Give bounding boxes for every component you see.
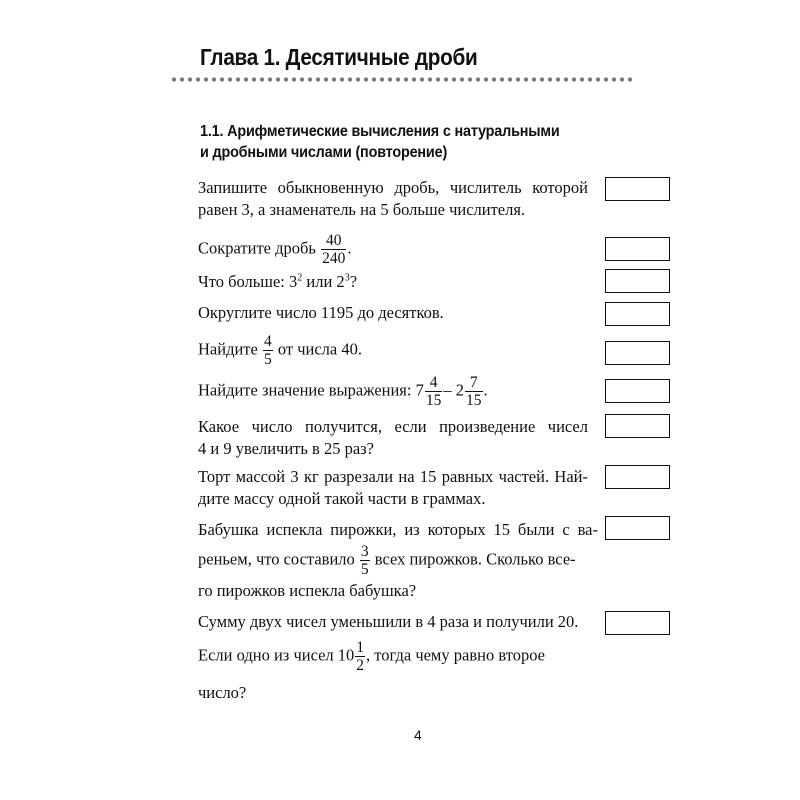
answer-box-2[interactable] — [605, 237, 670, 261]
problem-line: число? — [198, 683, 247, 702]
exponent: 3 — [344, 272, 350, 284]
problem-text — [198, 611, 578, 704]
page-number: 4 — [414, 727, 422, 743]
answer-box-5[interactable] — [605, 341, 670, 365]
fraction-numerator: 3 — [360, 543, 369, 560]
problem-text — [198, 466, 588, 510]
problem-line: Запишите обыкновенную дробь, числитель которой — [198, 178, 588, 197]
problem-line: дите массу одной такой части в граммах. — [198, 489, 486, 508]
problem-text-before: Что больше: 3 — [198, 272, 298, 291]
problem-text-after: ? — [349, 272, 358, 291]
problem-text-before: Если одно из чисел 10 — [198, 645, 355, 665]
fraction — [263, 333, 273, 368]
answer-box-4[interactable] — [605, 302, 670, 326]
fraction-numerator: 7 — [465, 374, 483, 392]
problem-text-after: всех пирожков. Сколько все- — [374, 549, 576, 569]
answer-box-8[interactable] — [605, 465, 670, 489]
problem-line: Сумму двух чисел уменьшили в 4 раза и получили 20. — [198, 612, 579, 631]
problem-text-after: от числа 40. — [277, 339, 362, 359]
fraction-denominator: 15 — [425, 392, 442, 409]
problem-text — [198, 232, 351, 267]
fraction-denominator: 5 — [263, 351, 272, 368]
fraction — [355, 639, 365, 674]
fraction-denominator: 15 — [466, 392, 482, 409]
problem-text — [198, 333, 362, 368]
problem-text — [198, 374, 488, 409]
answer-box-6[interactable] — [605, 379, 670, 403]
problem-text-before: Сократите дробь — [198, 238, 316, 258]
fraction-numerator: 40 — [321, 232, 346, 250]
problem-text: Округлите число 1195 до десятков. — [198, 303, 444, 322]
problem-line: равен 3, а знаменатель на 5 больше числителя. — [198, 200, 526, 219]
exponent: 2 — [297, 272, 303, 284]
problem-text — [198, 177, 588, 221]
section-title-line-2: и дробными числами (повторение) — [200, 144, 448, 161]
section-title-line-1: 1.1. Арифметические вычисления с натуральными — [200, 123, 560, 140]
dotted-divider — [170, 76, 632, 83]
problem-text-before: реньем, что составило — [198, 549, 355, 569]
fraction-denominator: 5 — [360, 561, 369, 578]
fraction — [465, 374, 483, 409]
chapter-title: Глава 1. Десятичные дроби — [200, 44, 478, 70]
problem-text — [198, 416, 588, 460]
problem-line — [198, 639, 578, 674]
problem-text-before: Найдите — [198, 339, 258, 359]
problem-text-mid: – 2 — [443, 380, 464, 400]
answer-box-7[interactable] — [605, 414, 670, 438]
problem-line: 4 и 9 увеличить в 25 раз? — [198, 439, 374, 458]
answer-box-1[interactable] — [605, 177, 670, 201]
fraction-numerator: 4 — [425, 374, 443, 392]
problem-line: Торт массой 3 кг разрезали на 15 равных частей. Най- — [198, 467, 588, 486]
fraction-denominator: 2 — [356, 657, 365, 674]
problem-text — [198, 519, 598, 602]
problem-line: Какое число получится, если произведение чисел — [198, 417, 588, 436]
problem-text — [198, 271, 357, 293]
answer-box-3[interactable] — [605, 269, 670, 293]
fraction — [321, 232, 346, 267]
section-title — [200, 121, 560, 163]
problem-text-mid: или 2 — [302, 272, 345, 291]
fraction-numerator: 4 — [263, 333, 272, 350]
answer-box-9[interactable] — [605, 516, 670, 540]
fraction-denominator: 240 — [322, 250, 346, 267]
problem-text-after: , тогда чему равно второе — [366, 645, 545, 665]
problem-text-before: Найдите значение выражения: 7 — [198, 380, 424, 400]
problem-text-after: . — [483, 380, 488, 400]
problem-line: Бабушка испекла пирожки, из которых 15 были с ва- — [198, 520, 598, 539]
fraction-numerator: 1 — [356, 639, 365, 656]
problem-line: го пирожков испекла бабушка? — [198, 581, 417, 600]
problem-line — [198, 543, 598, 578]
fraction — [360, 543, 370, 578]
problem-text-after: . — [347, 238, 352, 258]
fraction — [425, 374, 443, 409]
answer-box-10[interactable] — [605, 611, 670, 635]
